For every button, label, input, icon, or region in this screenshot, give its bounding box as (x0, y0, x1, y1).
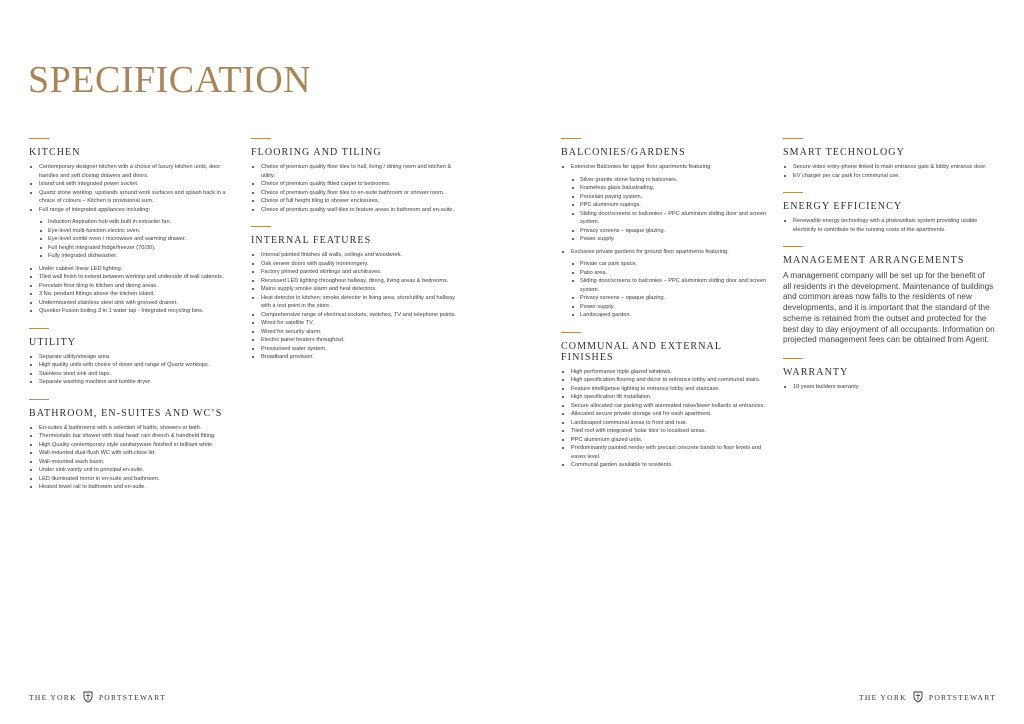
smart-list (783, 163, 995, 180)
list-item: High specification flooring and décor to entrance lobby and communal stairs. (561, 376, 773, 385)
list-item: En-suites & bathrooms with a selection of baths, showers or both. (29, 424, 241, 433)
list-item: Tiled roof with integrated ‘solar tiles’ to localised areas. (561, 427, 773, 436)
list-item: Sliding door/screens to balconies – PPC aluminium sliding door and screen system. (571, 210, 773, 227)
list-item: Wired for security alarm. (251, 328, 463, 337)
divider (29, 399, 49, 400)
list-item: Predominantly painted render with precast concrete bands to floor levels and eaves level. (561, 444, 773, 461)
list-item: High specification lift installation. (561, 393, 773, 402)
list-item: Silver granite stone facing to balconies. (571, 176, 773, 185)
list-item: High quality units with choice of doors and range of Quartz worktops. (29, 361, 241, 370)
list-item: Choice of premium quality floor tiles to en-suite bathroom or shower room. (251, 189, 463, 198)
list-item: Factory primed painted skirtings and architraves. (251, 268, 463, 277)
list-item: Extensive Balconies for upper floor apartments featuring: (561, 163, 773, 172)
list-item: Wall-mounted dual-flush WC with soft-close lid. (29, 449, 241, 458)
page-title: SPECIFICATION (28, 59, 312, 101)
list-item: Tiled wall finish to extend between worktop and underside of wall cabinets. (29, 273, 241, 282)
smart-section (783, 138, 995, 180)
list-item: Wired for satellite TV. (251, 319, 463, 328)
balconies-heading: BALCONIES/GARDENS (561, 147, 686, 158)
footer-left-word: THE YORK (859, 692, 907, 702)
list-item: Eye-level multi-function electric oven. (39, 227, 241, 236)
list-item: Comprehensive range of electrical sockets, switches, TV and telephone points. (251, 311, 463, 320)
list-item: Sliding door/screens to balconies – PPC aluminium sliding door and screen system. (571, 277, 773, 294)
divider (783, 358, 803, 359)
flooring-section (251, 138, 463, 214)
list-item: Landscaped garden. (571, 311, 773, 320)
kitchen-list (29, 163, 241, 214)
warranty-list (783, 383, 995, 392)
warranty-section (783, 358, 995, 392)
internal-list (251, 251, 463, 362)
footer-left-word: THE YORK (29, 692, 77, 702)
list-item: Undermounted stainless steel sink with grooved drainer. (29, 299, 241, 308)
list-item: Choice of premium quality wall tiles to feature areas in bathroom and en-suite. (251, 206, 463, 215)
communal-heading: COMMUNAL AND EXTERNAL FINISHES (561, 340, 722, 363)
bathroom-section (29, 399, 241, 492)
list-item: Patio area. (571, 269, 773, 278)
list-item: Induction Aspiration hob with built in extractor fan. (39, 218, 241, 227)
list-item: Feature intelligence lighting to entrance lobby and staircase. (561, 385, 773, 394)
balconies-intro-ground (561, 248, 773, 257)
list-item: Secure allocated car parking with automated raise/lower bollards at entrances. (561, 402, 773, 411)
list-item: High performance triple glazed windows. (561, 368, 773, 377)
list-item: Choice of full height tiling to shower enclosures. (251, 197, 463, 206)
list-item: EV charger per car park for communal use. (783, 172, 995, 181)
warranty-heading: WARRANTY (783, 366, 849, 378)
bathroom-heading: BATHROOM, EN-SUITES AND WC’S (29, 407, 223, 419)
divider (29, 328, 49, 329)
list-item: Recessed LED lighting throughout hallway, dining, living areas & bedrooms. (251, 277, 463, 286)
list-item: Contemporary designer kitchen with a choice of luxury kitchen units, door handles and soft closing drawers and doors. (29, 163, 241, 180)
list-item: 10 years builders warranty. (783, 383, 995, 392)
list-item: Full height integrated fridge/freezer (70/30). (39, 244, 241, 253)
list-item: Wall-mounted wash basin. (29, 458, 241, 467)
smart-heading: SMART TECHNOLOGY (783, 147, 905, 158)
utility-list (29, 353, 241, 387)
list-item: Porcelain paving system. (571, 193, 773, 202)
management-section (783, 246, 995, 346)
utility-section (29, 328, 241, 387)
list-item: Separate utility/storage area. (29, 353, 241, 362)
list-item: Electric panel heaters throughout. (251, 336, 463, 345)
list-item: Full range of integrated appliances including: (29, 206, 241, 215)
list-item: Under sink vanity unit to principal en-suite. (29, 466, 241, 475)
list-item: Choice of premium quality floor tiles to hall, living / dining room and kitchen & utility. (251, 163, 463, 180)
list-item: Island unit with integrated power socket. (29, 180, 241, 189)
list-item: Renewable energy technology with a photovoltaic system providing usable electricity to contribute to the running costs of the apartments. (783, 217, 995, 234)
internal-heading: INTERNAL FEATURES (251, 235, 372, 246)
list-item: Secure video entry-phone linked to main entrance gate & lobby entrance door. (783, 163, 995, 172)
list-item: Heated towel rail to bathroom and en-suite. (29, 483, 241, 492)
energy-section (783, 192, 995, 234)
list-item: Internal painted finishes all walls, ceilings and woodwork. (251, 251, 463, 260)
list-item: Privacy screens – opaque glazing. (571, 294, 773, 303)
kitchen-heading: KITCHEN (29, 147, 81, 158)
crest-icon (913, 691, 923, 703)
kitchen-section (29, 138, 241, 316)
list-item: Porcelain floor tiling to kitchen and dining areas. (29, 282, 241, 291)
communal-section (561, 332, 773, 470)
divider (561, 138, 581, 139)
list-item: PPC aluminium glazed units. (561, 436, 773, 445)
list-item: Power supply. (571, 235, 773, 244)
footer-right (859, 691, 996, 703)
list-item: PPC aluminium copings. (571, 201, 773, 210)
footer-left (29, 691, 166, 703)
divider (783, 192, 803, 193)
list-item: Private car park space. (571, 260, 773, 269)
column-1 (29, 138, 241, 504)
list-item: Quartz stone worktop, upstands around work surfaces and splash back in a choice of colours – Kitchen is provisional sum. (29, 189, 241, 206)
list-item: Exclusive private gardens for ground floor apartments featuring: (561, 248, 773, 257)
list-item: 3 No. pendant fittings above the kitchen island. (29, 290, 241, 299)
management-text: A management company will be set up for the benefit of all residents in the development. Maintenance of buildings and common areas now falls to the residents of new developments, and it is important that the standard of the scheme is retained from the outset and protected for the best day to day enjoyment of all occupants. Information on projected management fees can be obtained from Agent. (783, 271, 995, 345)
list-item: Eye-level combi oven / microwave and warming drawer. (39, 235, 241, 244)
management-heading: MANAGEMENT ARRANGEMENTS (783, 255, 965, 266)
appliances-list (39, 218, 241, 261)
balconies-intro-upper (561, 163, 773, 172)
divider (783, 138, 803, 139)
kitchen-list-continued (29, 265, 241, 316)
utility-heading: UTILITY (29, 336, 77, 348)
list-item: Thermostatic bar shower with dual head: rain drench & handheld fitting. (29, 432, 241, 441)
list-item: Quooker Fusion boiling 3 in 1 water tap - Integrated recycling bins. (29, 307, 241, 316)
energy-list (783, 217, 995, 234)
crest-icon (83, 691, 93, 703)
balconies-section (561, 138, 773, 320)
flooring-list (251, 163, 463, 214)
list-item: Broadband provision. (251, 353, 463, 362)
communal-list (561, 368, 773, 470)
list-item: Mains supply smoke alarm and heat detectors. (251, 285, 463, 294)
list-item: Landscaped communal areas to front and rear. (561, 419, 773, 428)
divider (561, 332, 581, 333)
column-3 (561, 138, 773, 482)
footer-right-word: PORTSTEWART (98, 692, 166, 702)
list-item: Pressurised water system. (251, 345, 463, 354)
column-4 (783, 138, 995, 403)
footer-right-word: PORTSTEWART (928, 692, 996, 702)
list-item: Separate washing machine and tumble dryer. (29, 378, 241, 387)
upper-floor-list (571, 176, 773, 244)
divider (251, 138, 271, 139)
list-item: Allocated secure private storage unit for each apartment. (561, 410, 773, 419)
divider (251, 226, 271, 227)
flooring-heading: FLOORING AND TILING (251, 147, 382, 158)
divider (29, 138, 49, 139)
bathroom-list (29, 424, 241, 492)
divider (783, 246, 803, 247)
list-item: High Quality contemporary style sanitaryware finished in brilliant white. (29, 441, 241, 450)
list-item: Communal garden available to residents. (561, 461, 773, 470)
energy-heading: ENERGY EFFICIENCY (783, 201, 903, 212)
list-item: Heat detector in kitchen; smoke detector in living area, store/utility and hallway with a test point in the store. (251, 294, 463, 311)
list-item: Choice of premium quality fitted carpet to bedrooms. (251, 180, 463, 189)
list-item: Frameless glass balustrading. (571, 184, 773, 193)
list-item: Power supply. (571, 303, 773, 312)
internal-section (251, 226, 463, 362)
list-item: Under cabinet linear LED lighting. (29, 265, 241, 274)
list-item: Oak veneer doors with quality ironmongery. (251, 260, 463, 269)
ground-floor-list (571, 260, 773, 320)
column-2 (251, 138, 463, 374)
list-item: Fully integrated dishwasher. (39, 252, 241, 261)
list-item: Privacy screens – opaque glazing. (571, 227, 773, 236)
list-item: LED illuminated mirror in en-suite and bathroom. (29, 475, 241, 484)
list-item: Stainless steel sink and taps. (29, 370, 241, 379)
